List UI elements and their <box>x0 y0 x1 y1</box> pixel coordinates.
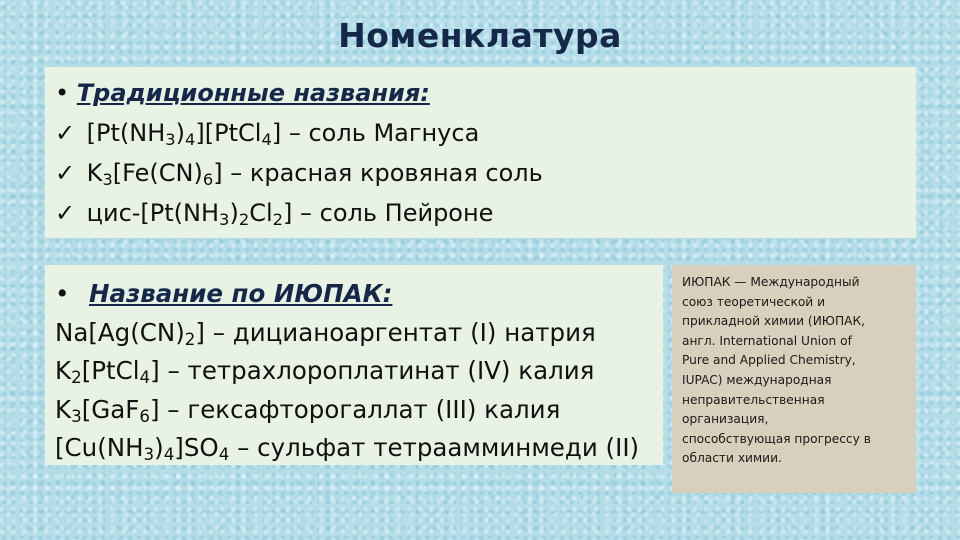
traditional-heading: Традиционные названия: <box>76 79 430 107</box>
traditional-heading-line <box>55 73 916 113</box>
formula: $[Cu(NH_3)_4]SO_4$ <box>55 433 230 465</box>
list-item <box>55 153 916 193</box>
note-line: союз теоретической и <box>682 294 826 309</box>
list-item <box>55 314 663 353</box>
compound-name: – соль Пейроне <box>292 199 494 227</box>
note-line: организация, <box>682 412 769 427</box>
note-line: Pure and Applied Chemistry, <box>682 353 856 368</box>
formula: $Na[Ag(CN)_2]$ <box>55 317 205 349</box>
note-line: англ. International Union of <box>682 333 852 348</box>
note-line: неправительственная <box>682 392 825 407</box>
iupac-heading: Название по ИЮПАК: <box>89 279 393 308</box>
list-item <box>55 193 916 233</box>
compound-name: – красная кровяная соль <box>222 159 543 187</box>
compound-name: – сульфат тетраамминмеди (II) <box>229 433 640 462</box>
formula: $K_3[GaF_6]$ <box>55 394 160 426</box>
check-icon: ✓ <box>55 159 76 187</box>
iupac-heading-line <box>55 275 663 314</box>
list-item <box>55 391 663 430</box>
check-icon: ✓ <box>55 199 76 227</box>
list-item <box>55 352 663 391</box>
formula: $[Pt(NH_3)_4][PtCl_4]$ <box>86 119 282 150</box>
note-line: ИЮПАК — Международный <box>682 275 860 289</box>
traditional-names-box <box>45 67 916 238</box>
note-line: прикладной химии (ИЮПАК, <box>682 314 865 329</box>
compound-name: – тетрахлороплатинат (IV) калия <box>159 356 595 385</box>
bullet: • <box>55 79 70 107</box>
compound-name: – дицианоаргентат (I) натрия <box>204 317 596 347</box>
list-item <box>55 429 663 468</box>
note-line: IUPAC) международная <box>682 372 832 387</box>
note-line: области химии. <box>682 451 782 466</box>
formula: $K_3[Fe(CN)_6]$ <box>86 159 223 190</box>
compound-name: – гексафторогаллат (III) калия <box>159 394 561 424</box>
list-item <box>55 113 916 153</box>
slide-title: Номенклатура <box>338 16 622 55</box>
formula: $K_2[PtCl_4]$ <box>55 356 160 388</box>
bullet: • <box>55 279 70 308</box>
check-icon: ✓ <box>55 119 76 147</box>
formula: цис-$[Pt(NH_3)_2Cl_2]$ <box>86 199 293 230</box>
iupac-definition-note <box>672 265 916 493</box>
note-line: способствующая прогрессу в <box>682 431 871 446</box>
compound-name: – соль Магнуса <box>281 119 480 147</box>
iupac-names-box <box>45 265 663 465</box>
